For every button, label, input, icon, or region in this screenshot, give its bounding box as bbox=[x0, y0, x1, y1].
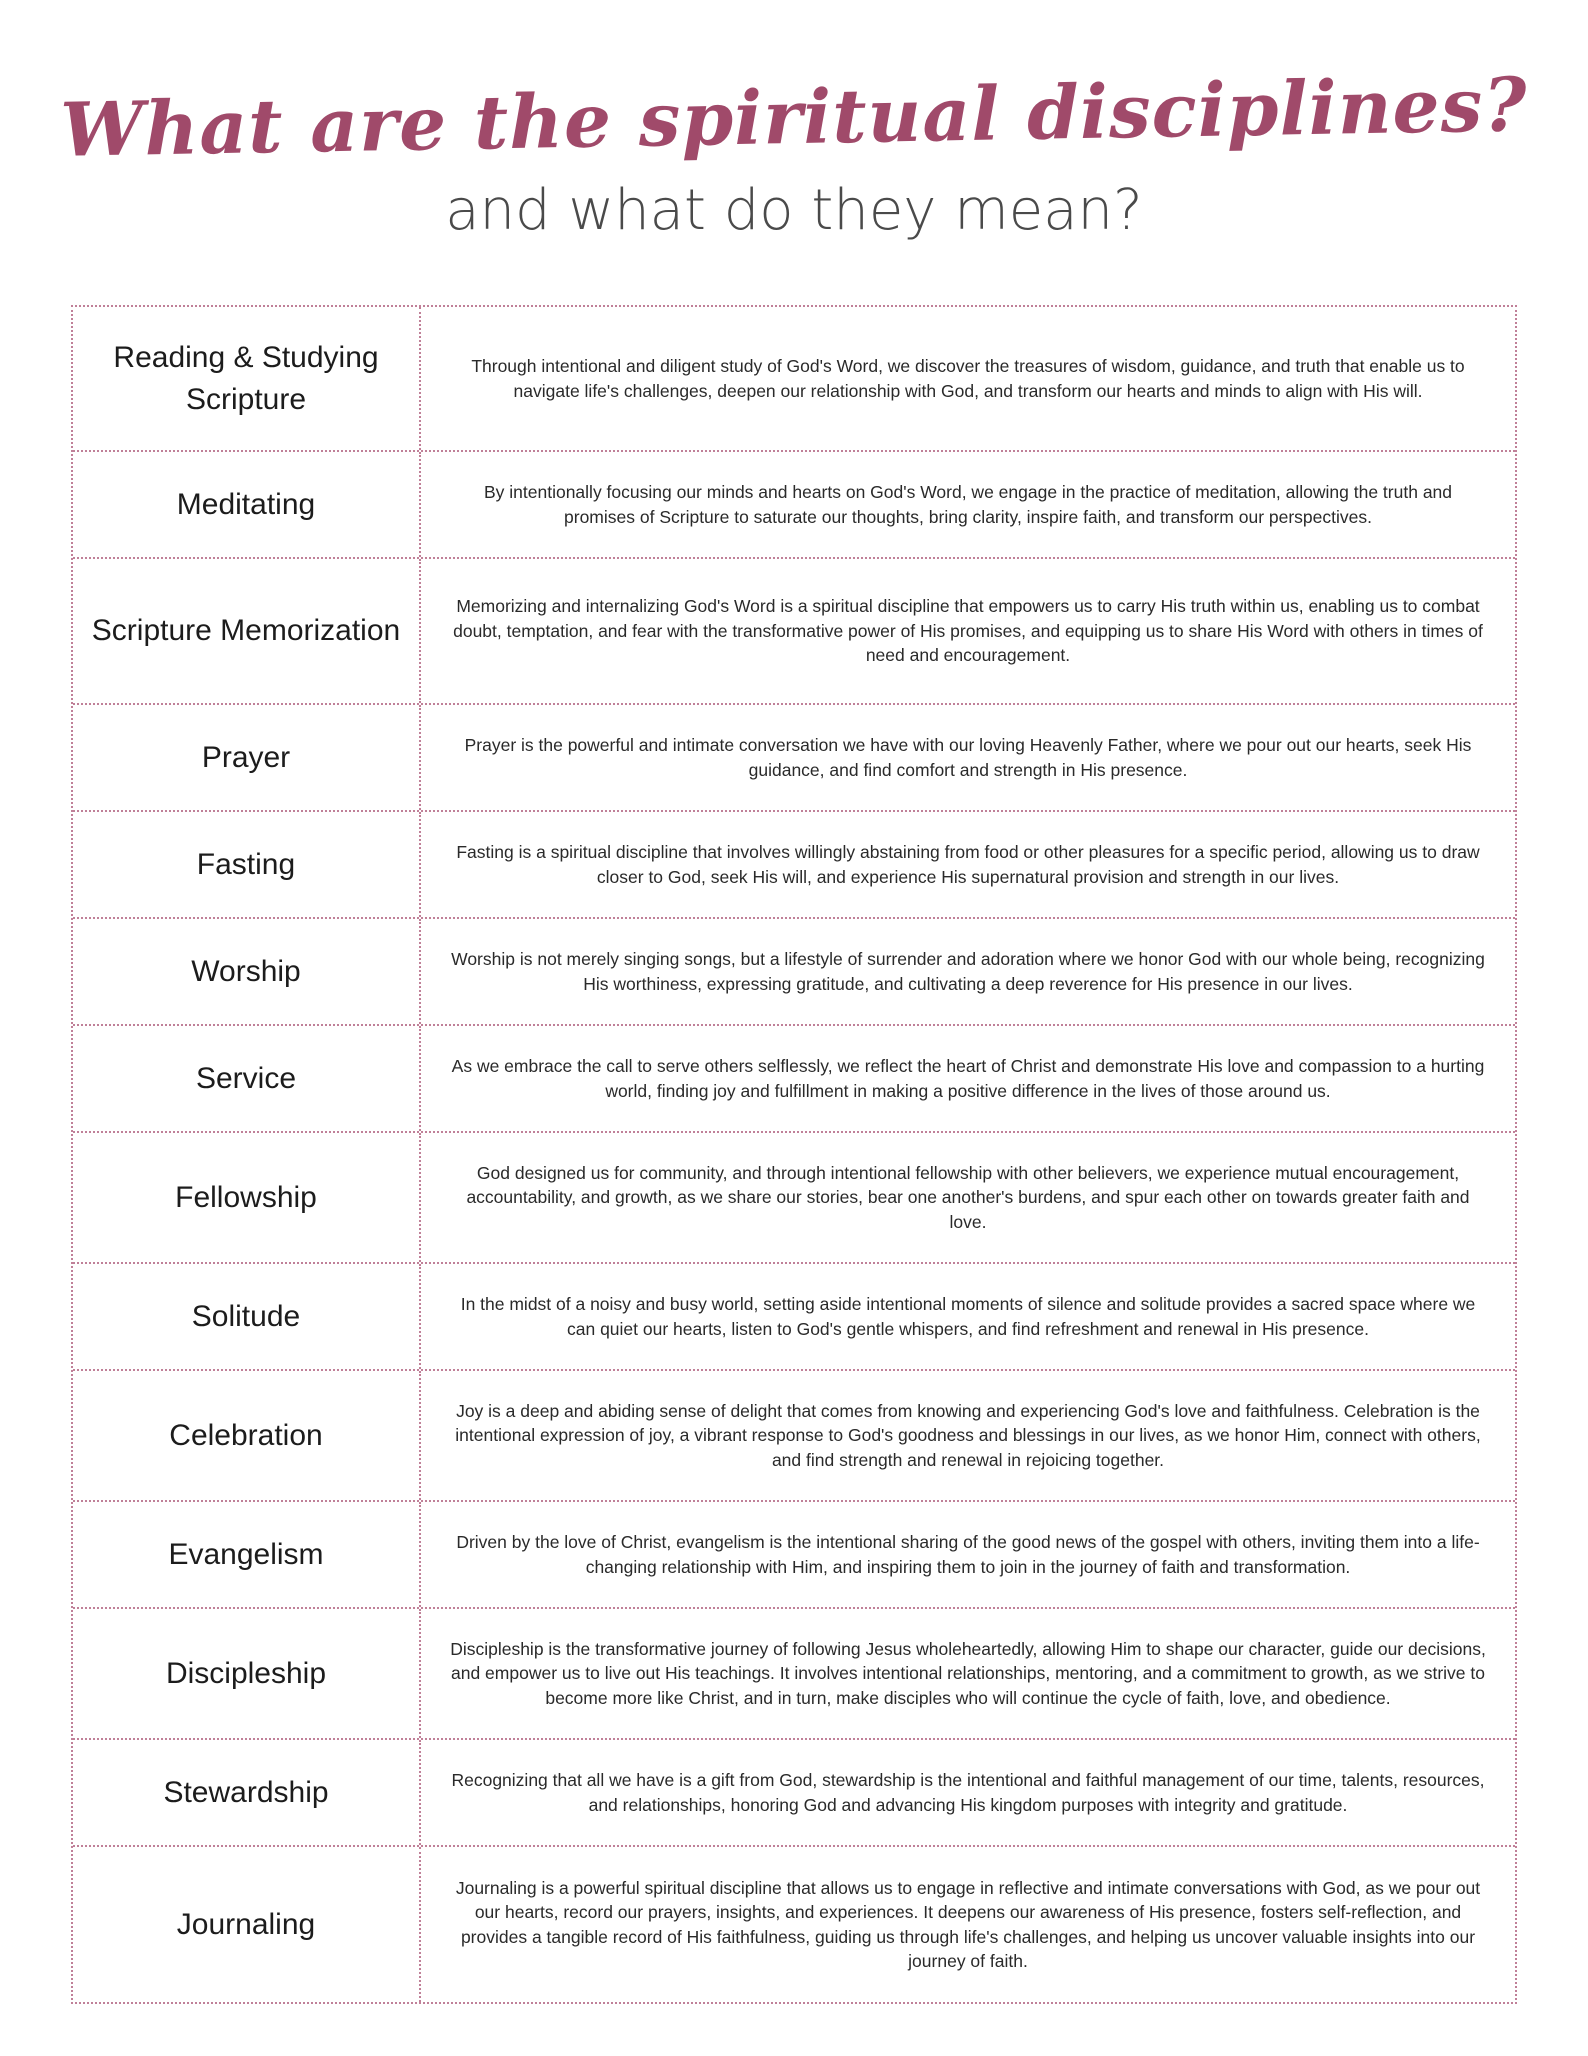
discipline-term: Prayer bbox=[73, 705, 421, 810]
discipline-term: Fellowship bbox=[73, 1133, 421, 1262]
discipline-description: Worship is not merely singing songs, but a lifestyle of surrender and adoration where we honor God with our whole being, recognizing His worthiness, expressing gratitude, and cultivating a deep reverence for His presence in our lives. bbox=[451, 949, 1485, 994]
table-row bbox=[73, 705, 1515, 812]
disciplines-table bbox=[71, 305, 1517, 2004]
discipline-term: Scripture Memorization bbox=[73, 559, 421, 703]
discipline-term: Worship bbox=[73, 919, 421, 1024]
discipline-description: Through intentional and diligent study of God's Word, we discover the treasures of wisdom, guidance, and truth that enable us to navigate life's challenges, deepen our relationship with God, and transform our hearts and minds to align with His will. bbox=[471, 356, 1465, 401]
table-row bbox=[73, 1026, 1515, 1133]
table-row bbox=[73, 452, 1515, 559]
discipline-description: Memorizing and internalizing God's Word is a spiritual discipline that empowers us to carry His truth within us, enabling us to combat doubt, temptation, and fear with the transformative power of His promises, and equipping us to share His Word with others in times of need and encouragement. bbox=[453, 596, 1483, 666]
table-row bbox=[73, 919, 1515, 1026]
discipline-term: Meditating bbox=[73, 452, 421, 557]
discipline-description: Recognizing that all we have is a gift from God, stewardship is the intentional and faithful management of our time, talents, resources, and relationships, honoring God and advancing His kingdom purposes with integrity and gratitude. bbox=[451, 1770, 1485, 1815]
discipline-description: Discipleship is the transformative journey of following Jesus wholeheartedly, allowing Him to shape our character, guide our decisions, and empower us to live out His teachings. It involves intentional relationships, mentoring, and a commitment to growth, as we strive to become more like Christ, and in turn, make disciples who will continue the cycle of faith, love, and obedience. bbox=[450, 1638, 1486, 1708]
discipline-term: Celebration bbox=[73, 1371, 421, 1500]
discipline-term: Solitude bbox=[73, 1264, 421, 1369]
discipline-description: Prayer is the powerful and intimate conversation we have with our loving Heavenly Father, where we pour out our hearts, seek His guidance, and find comfort and strength in His presence. bbox=[464, 735, 1472, 780]
table-row bbox=[73, 1133, 1515, 1264]
table-row bbox=[73, 559, 1515, 705]
discipline-term: Journaling bbox=[73, 1847, 421, 2002]
discipline-term: Evangelism bbox=[73, 1502, 421, 1607]
discipline-description: As we embrace the call to serve others selflessly, we reflect the heart of Christ and demonstrate His love and compassion to a hurting world, finding joy and fulfillment in making a positive difference in the lives of those around us. bbox=[451, 1056, 1485, 1101]
discipline-description: God designed us for community, and through intentional fellowship with other believers, we experience mutual encouragement, accountability, and growth, as we share our stories, bear one another's burdens, and spur each other on towards greater faith and love. bbox=[466, 1162, 1470, 1232]
discipline-term: Reading & Studying Scripture bbox=[73, 307, 421, 450]
table-row bbox=[73, 812, 1515, 919]
discipline-term: Service bbox=[73, 1026, 421, 1131]
table-row bbox=[73, 1264, 1515, 1371]
discipline-description: Joy is a deep and abiding sense of delight that comes from knowing and experiencing God's love and faithfulness. Celebration is the intentional expression of joy, a vibrant response to God's goodness and blessings in our lives, as we honor Him, connect with others, and find strength and renewal in rejoicing together. bbox=[455, 1400, 1481, 1470]
discipline-description: Journaling is a powerful spiritual discipline that allows us to engage in reflective and intimate conversations with God, as we pour out our hearts, record our prayers, insights, and experiences. It deepens our awareness of His presence, fosters self-reflection, and provides a tangible record of His faithfulness, guiding us through life's challenges, and helping us uncover valuable insights into our journey of faith. bbox=[455, 1877, 1481, 1971]
discipline-term: Stewardship bbox=[73, 1740, 421, 1845]
discipline-description: Fasting is a spiritual discipline that involves willingly abstaining from food or other pleasures for a specific period, allowing us to draw closer to God, seek His will, and experience His supernatural provision and strength in our lives. bbox=[456, 842, 1480, 887]
table-row bbox=[73, 1371, 1515, 1502]
table-row bbox=[73, 1502, 1515, 1609]
table-row bbox=[73, 1740, 1515, 1847]
page-header bbox=[0, 62, 1588, 246]
table-row bbox=[73, 1609, 1515, 1740]
page-subtitle: and what do they mean? bbox=[445, 178, 1143, 243]
discipline-term: Discipleship bbox=[73, 1609, 421, 1738]
discipline-description: Driven by the love of Christ, evangelism is the intentional sharing of the good news of the gospel with others, inviting them into a life-changing relationship with Him, and inspiring them to join in the journey of faith and transformation. bbox=[456, 1532, 1480, 1577]
table-row bbox=[73, 307, 1515, 452]
page-title: What are the spiritual disciplines? bbox=[59, 62, 1529, 174]
discipline-description: In the midst of a noisy and busy world, setting aside intentional moments of silence and solitude provides a sacred space where we can quiet our hearts, listen to God's gentle whispers, and find refreshment and renewal in His presence. bbox=[460, 1294, 1476, 1339]
discipline-term: Fasting bbox=[73, 812, 421, 917]
discipline-description: By intentionally focusing our minds and hearts on God's Word, we engage in the practice of meditation, allowing the truth and promises of Scripture to saturate our thoughts, bring clarity, inspire faith, and transform our perspectives. bbox=[483, 482, 1453, 527]
table-row bbox=[73, 1847, 1515, 2002]
